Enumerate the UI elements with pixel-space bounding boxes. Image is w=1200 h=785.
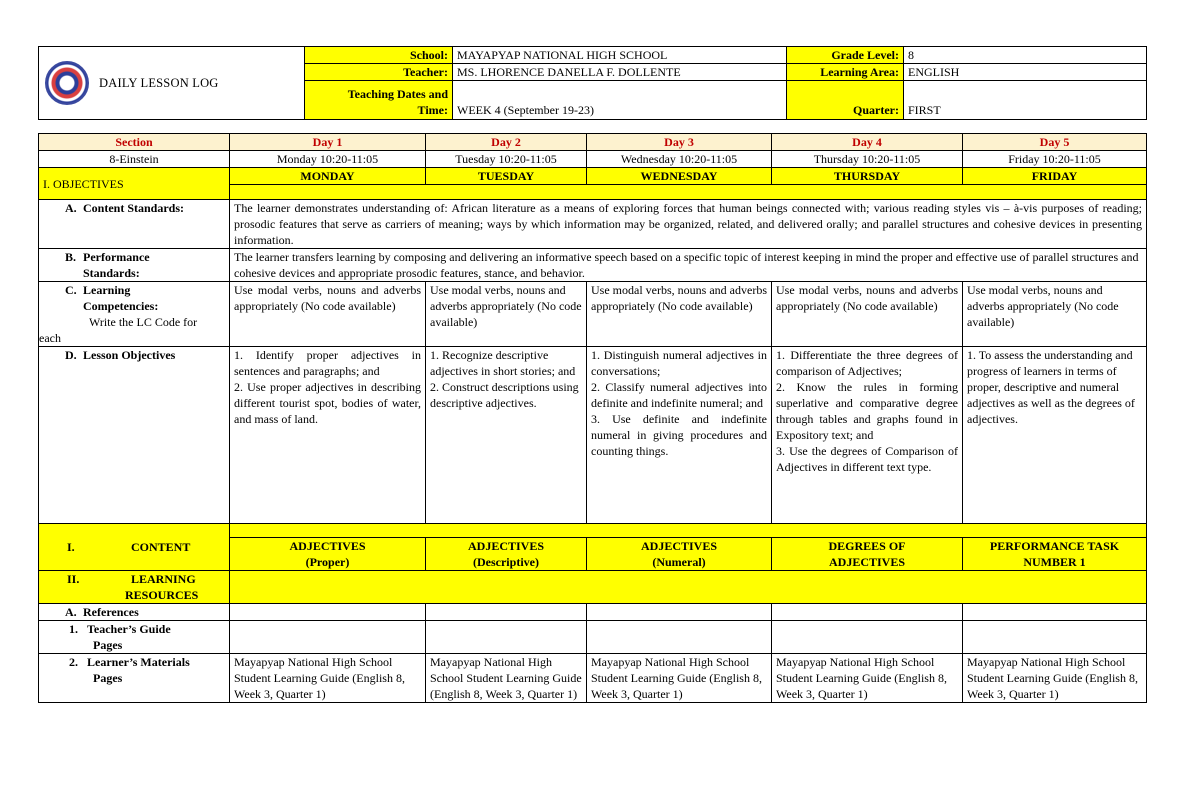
competency-day: Use modal verbs, nouns and adverbs appropriately (No code available) (587, 282, 772, 347)
lesson-objectives-row (39, 347, 1147, 524)
lesson-objective-day: 1. To assess the understanding and progress of learners in terms of proper, descriptive and numeral adjectives as well as the degrees of adjectives. (963, 347, 1147, 524)
teaching-dates-label-line1: Teaching Dates and (347, 87, 448, 101)
deped-seal-icon (45, 61, 89, 105)
teaching-dates-value: WEEK 4 (September 19-23) (453, 81, 787, 120)
content-day: ADJECTIVES (Descriptive) (426, 538, 587, 571)
competency-day: Use modal verbs, nouns and adverbs appropriately (No code available) (963, 282, 1147, 347)
learners-materials-day: Mayapyap National High School Student Learning Guide (English 8, Week 3, Quarter 1) (426, 654, 587, 703)
log-title: DAILY LESSON LOG (99, 76, 219, 90)
content-band-row (39, 524, 1147, 538)
content-day: ADJECTIVES (Proper) (230, 538, 426, 571)
teaching-dates-label-line2: Time: (417, 103, 448, 117)
content-heading: I. CONTENT (39, 524, 230, 571)
day-time: Monday 10:20-11:05 (230, 151, 426, 168)
competency-day: Use modal verbs, nouns and adverbs appropriately (No code available) (772, 282, 963, 347)
competency-day: Use modal verbs, nouns and adverbs appropriately (No code available) (426, 282, 587, 347)
day-label: Day 1 (230, 134, 426, 151)
lesson-objective-day: 1. Differentiate the three degrees of comparison of Adjectives; 2. Know the rules in forming superlative and comparative degree through tables and graphs found in Expository text; and 3. Use the degrees of Comparison of Adjectives in different text type. (772, 347, 963, 524)
learners-materials-day: Mayapyap National High School Student Learning Guide (English 8, Week 3, Quarter 1) (587, 654, 772, 703)
content-day: DEGREES OF ADJECTIVES (772, 538, 963, 571)
learners-materials-day: Mayapyap National High School Student Learning Guide (English 8, Week 3, Quarter 1) (963, 654, 1147, 703)
day-header-row (39, 134, 1147, 151)
resources-heading: II. LEARNING RESOURCES (39, 571, 230, 604)
grade-level-label: Grade Level: (787, 47, 904, 64)
day-time: Friday 10:20-11:05 (963, 151, 1147, 168)
content-standards-text: The learner demonstrates understanding of: African literature as a means of exploring forces that human beings connected with; various reading styles vis – à-vis purposes of reading; prosodic features that serve as carriers of meaning; ways by which information may be organized, related, and delivered orally; and parallel structures and cohesive devices in presenting information. (230, 200, 1147, 249)
weekday-label: FRIDAY (963, 168, 1147, 185)
teachers-guide-label: 1. Teacher’s Guide Pages (39, 621, 230, 654)
quarter-value: FIRST (904, 81, 1147, 120)
lesson-objective-day: 1. Recognize descriptive adjectives in short stories; and 2. Construct descriptions using descriptive adjectives. (426, 347, 587, 524)
references-cell (426, 604, 587, 621)
learners-materials-row (39, 654, 1147, 703)
references-cell (772, 604, 963, 621)
learners-materials-label: 2. Learner’s Materials Pages (39, 654, 230, 703)
quarter-label: Quarter: (787, 81, 904, 120)
lesson-objectives-label: D. Lesson Objectives (39, 347, 230, 524)
day-label: Day 5 (963, 134, 1147, 151)
references-row (39, 604, 1147, 621)
references-cell (963, 604, 1147, 621)
references-label: A. References (39, 604, 230, 621)
teachers-guide-cell (963, 621, 1147, 654)
objectives-band (230, 185, 1147, 200)
weekday-row (39, 168, 1147, 185)
weekday-label: MONDAY (230, 168, 426, 185)
performance-standards-label: B. Performance Standards: (39, 249, 230, 282)
learners-materials-day: Mayapyap National High School Student Learning Guide (English 8, Week 3, Quarter 1) (230, 654, 426, 703)
teachers-guide-cell (230, 621, 426, 654)
resources-band (230, 571, 1147, 604)
day-time: Thursday 10:20-11:05 (772, 151, 963, 168)
teaching-dates-label (305, 81, 453, 120)
section-label: Section (39, 134, 230, 151)
day-label: Day 4 (772, 134, 963, 151)
weekday-label: TUESDAY (426, 168, 587, 185)
performance-standards-text: The learner transfers learning by composing and delivering an informative speech based on a specific topic of interest keeping in mind the proper and effective use of parallel structures and cohesive devices and appropriate prosodic features, stance, and behavior. (230, 249, 1147, 282)
content-day: ADJECTIVES (Numeral) (587, 538, 772, 571)
learners-materials-day: Mayapyap National High School Student Learning Guide (English 8, Week 3, Quarter 1) (772, 654, 963, 703)
content-band (230, 524, 1147, 538)
weekday-label: THURSDAY (772, 168, 963, 185)
references-cell (230, 604, 426, 621)
references-cell (587, 604, 772, 621)
teachers-guide-cell (587, 621, 772, 654)
header-table (38, 46, 1147, 120)
content-standards-label: A. Content Standards: (39, 200, 230, 249)
lesson-objective-day: 1. Distinguish numeral adjectives in conversations; 2. Classify numeral adjectives into definite and indefinite numeral; and 3. Use definite and indefinite numeral in giving procedures and counting things. (587, 347, 772, 524)
teachers-guide-row (39, 621, 1147, 654)
header-logo-cell (39, 47, 305, 120)
teachers-guide-cell (426, 621, 587, 654)
school-label: School: (305, 47, 453, 64)
teachers-guide-cell (772, 621, 963, 654)
learning-competencies-label: C. Learning Competencies: Write the LC Code for each (39, 282, 230, 347)
school-value: MAYAPYAP NATIONAL HIGH SCHOOL (453, 47, 787, 64)
learning-competencies-row (39, 282, 1147, 347)
content-day: PERFORMANCE TASK NUMBER 1 (963, 538, 1147, 571)
day-time: Tuesday 10:20-11:05 (426, 151, 587, 168)
teacher-value: MS. LHORENCE DANELLA F. DOLLENTE (453, 64, 787, 81)
day-label: Day 2 (426, 134, 587, 151)
performance-standards-row (39, 249, 1147, 282)
competency-day: Use modal verbs, nouns and adverbs appropriately (No code available) (230, 282, 426, 347)
learning-area-value: ENGLISH (904, 64, 1147, 81)
lesson-log-table (38, 133, 1147, 703)
grade-level-value: 8 (904, 47, 1147, 64)
learning-area-label: Learning Area: (787, 64, 904, 81)
lesson-objective-day: 1. Identify proper adjectives in sentences and paragraphs; and 2. Use proper adjectives in describing different tourist spot, bodies of water, and mass of land. (230, 347, 426, 524)
time-row (39, 151, 1147, 168)
objectives-heading: I. OBJECTIVES (39, 168, 230, 200)
content-standards-row (39, 200, 1147, 249)
section-value: 8-Einstein (39, 151, 230, 168)
day-time: Wednesday 10:20-11:05 (587, 151, 772, 168)
teacher-label: Teacher: (305, 64, 453, 81)
weekday-label: WEDNESDAY (587, 168, 772, 185)
resources-row (39, 571, 1147, 604)
day-label: Day 3 (587, 134, 772, 151)
